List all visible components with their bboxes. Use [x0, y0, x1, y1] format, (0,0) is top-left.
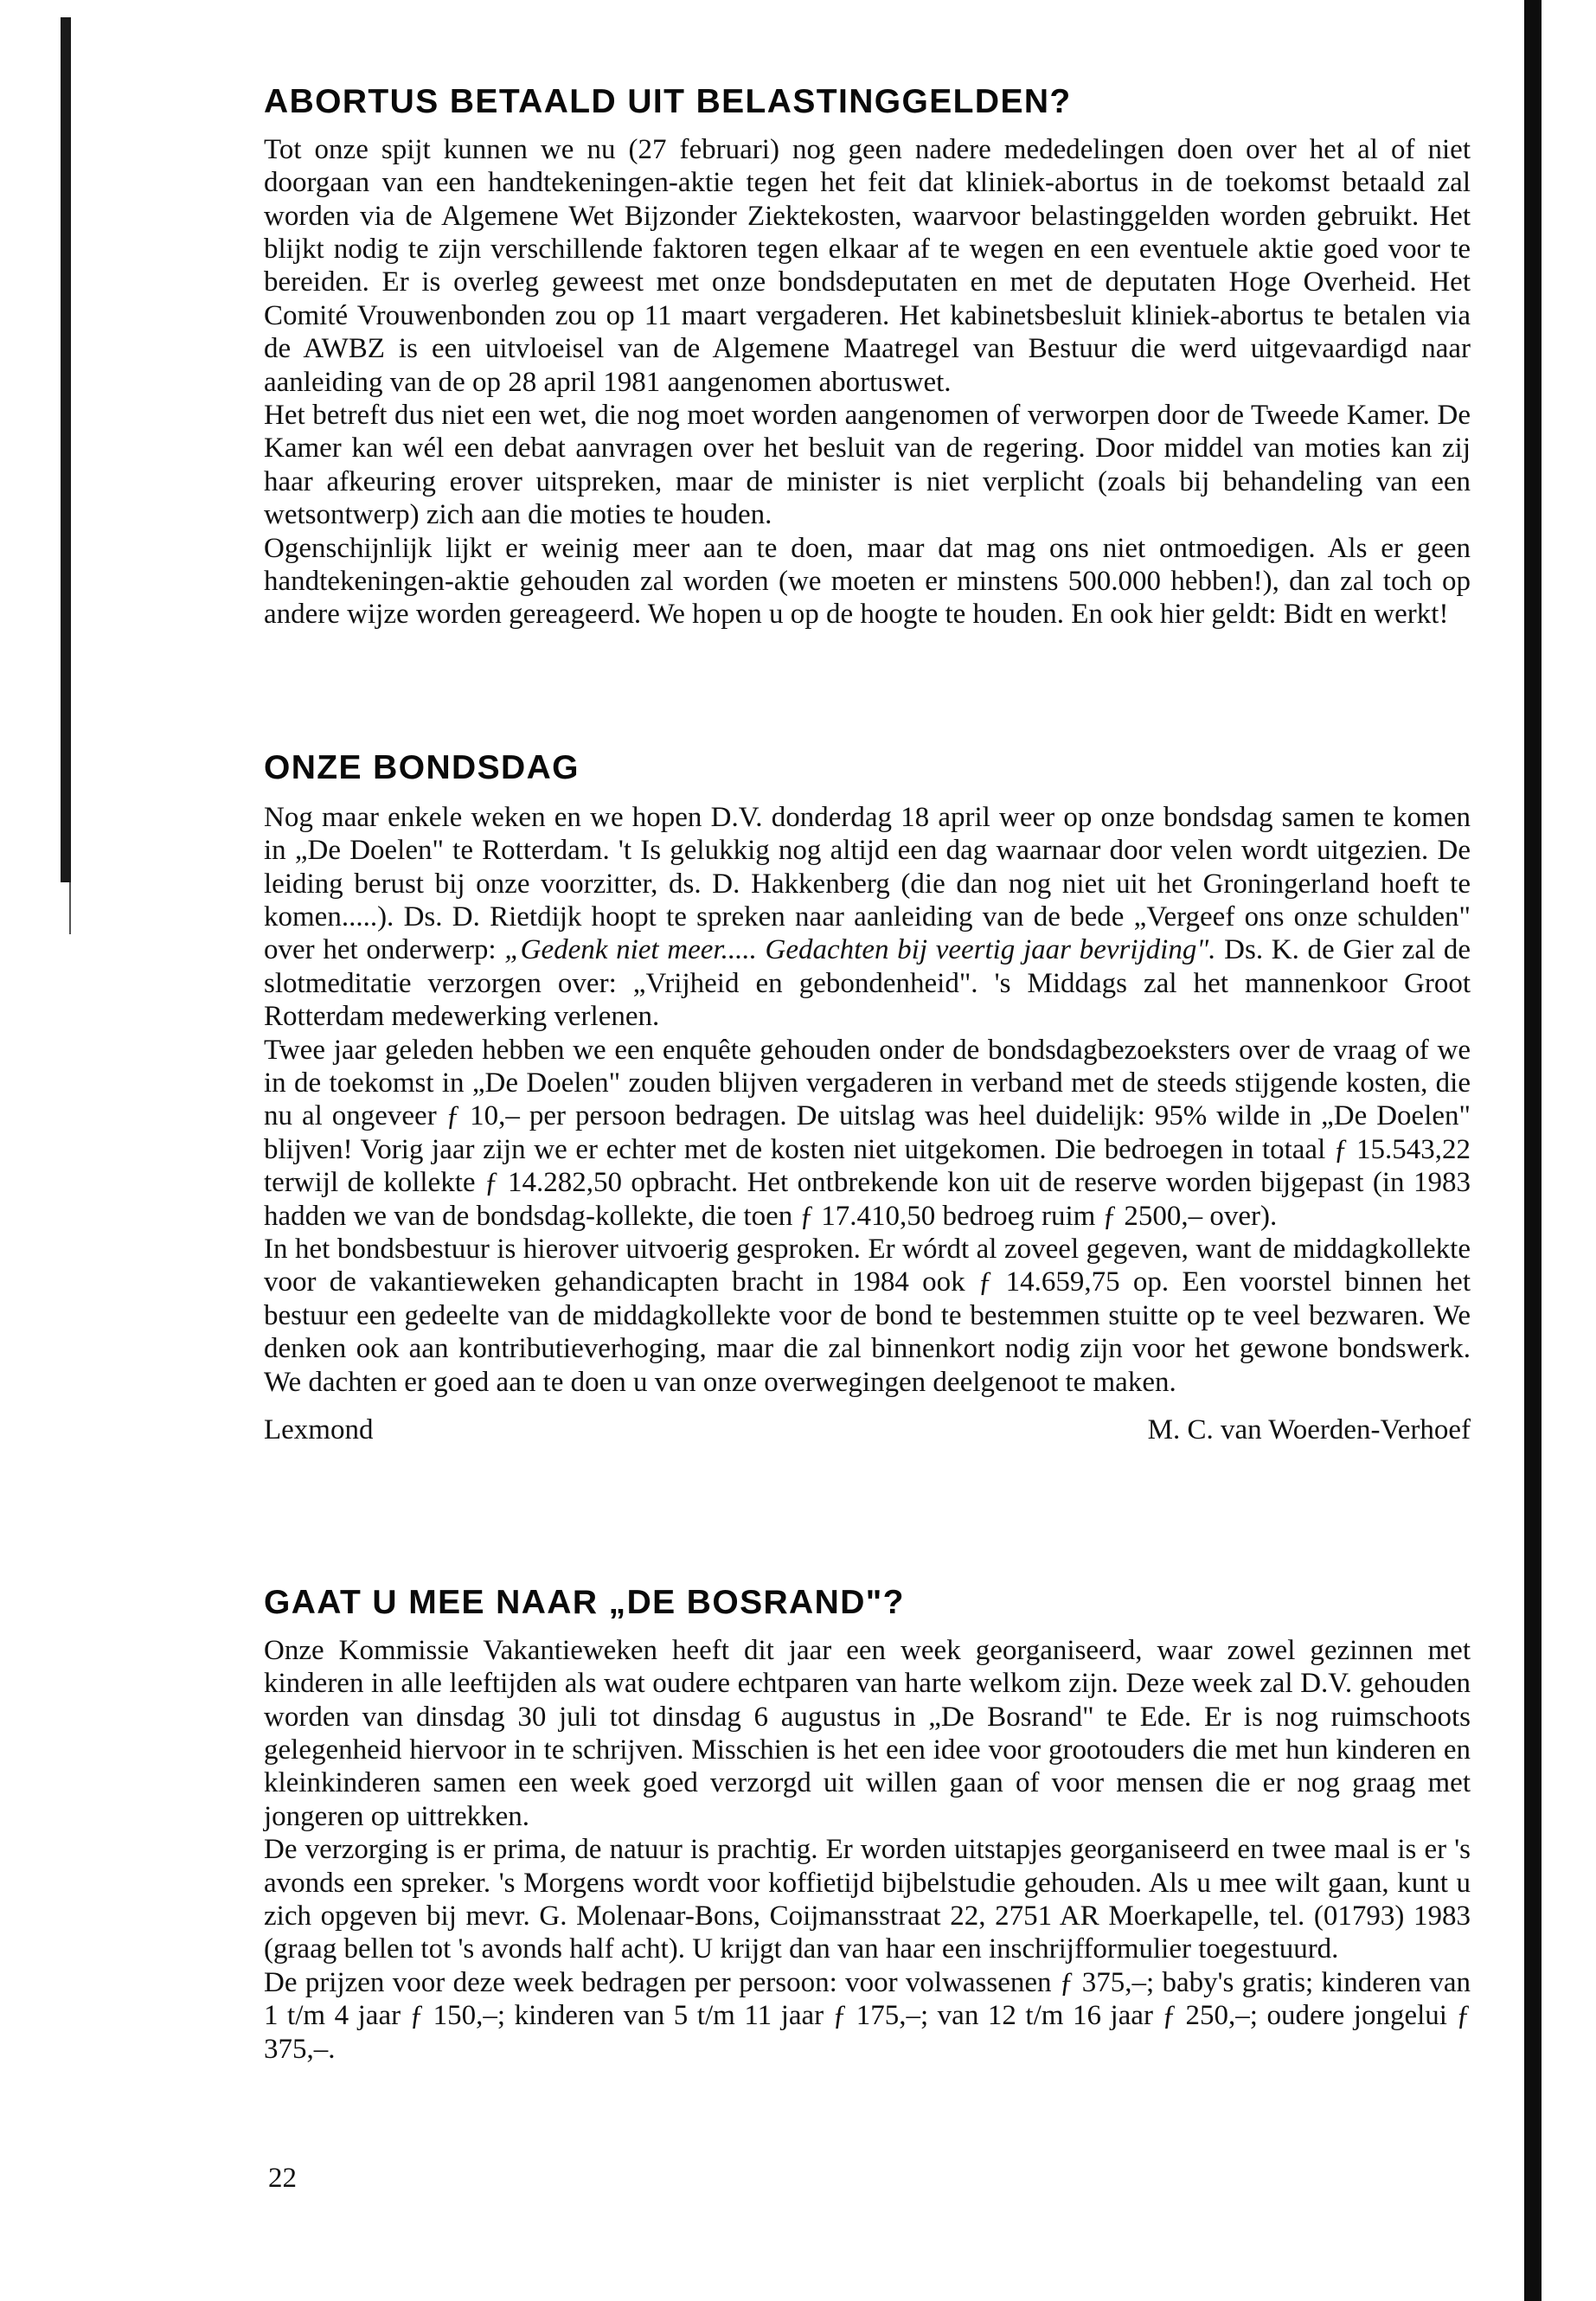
article-bondsdag-paragraph [264, 801, 1471, 1034]
article-bondsdag-paragraph: Twee jaar geleden hebben we een enquête gehouden onder de bondsdagbezoeksters over de vraag of we in de toekomst in „De Doelen" zouden blijven vergaderen in verband met de steeds stijgende kosten, die nu al ongeveer ƒ 10,– per persoon bedragen. De uitslag was heel duidelijk: 95% wilde in „De Doelen" blijven! Vorig jaar zijn we er echter met de kosten niet uitgekomen. Die bedroegen in totaal ƒ 15.543,22 terwijl de kollekte ƒ 14.282,50 opbracht. Het ontbrekende kon uit de reserve worden bijgepast (in 1983 hadden we van de bondsdag-kollekte, die toen ƒ 17.410,50 bedroeg ruim ƒ 2500,– over). [264, 1034, 1471, 1232]
bondsdag-lecture-title: „Gedenk niet meer..... Gedachten bij veertig jaar bevrijding". [504, 934, 1216, 966]
article-bosrand-paragraph: Onze Kommissie Vakantieweken heeft dit jaar een week georganiseerd, waar zowel gezinnen met kinderen in alle leeftijden als wat oudere echtparen van harte welkom zijn. Deze week zal D.V. gehouden worden van dinsdag 30 juli tot dinsdag 6 augustus in „De Bosrand" te Ede. Er is nog ruimschoots gelegenheid hiervoor in te schrijven. Misschien is het een idee voor grootouders die met hun kinderen en kleinkinderen samen een week goed verzorgd uit willen gaan of voor mensen die er nog graag met jongeren op uittrekken. [264, 1634, 1471, 1832]
article-bondsdag-paragraph: In het bondsbestuur is hierover uitvoerig gesproken. Er wórdt al zoveel gegeven, want de middagkollekte voor de vakantieweken gehandicapten bracht in 1984 ook ƒ 14.659,75 op. Een voorstel binnen het bestuur een gedeelte van de middagkollekte voor de bond te bestemmen stuitte op te veel bezwaren. We denken ook aan kontributieverhoging, maar die zal binnenkort nodig zijn voor het gewone bondswerk. We dachten er goed aan te doen u van onze overwegingen deelgenoot te maken. [264, 1234, 1471, 1398]
signature-place: Lexmond [264, 1414, 374, 1446]
page-number: 22 [268, 2163, 297, 2194]
article-abortus-paragraph: Tot onze spijt kunnen we nu (27 februari) nog geen nadere mededelingen doen over het al of niet doorgaan van een handtekeningen-aktie tegen het feit dat kliniek-abortus in de toekomst betaald zal worden via de Algemene Wet Bijzonder Ziektekosten, waarvoor belastinggelden worden gebruikt. Het blijkt nodig te zijn verschillende faktoren tegen elkaar af te wegen en een eventuele aktie goed voor te bereiden. Er is overleg geweest met onze bondsdeputaten en met de deputaten Hoge Overheid. Het Comité Vrouwenbonden zou op 11 maart vergaderen. Het kabinetsbesluit kliniek-abortus te betalen via de AWBZ is een uitvloeisel van de Algemene Maatregel van Bestuur die werd uitgevaardigd naar aanleiding van de op 28 april 1981 aangenomen abortuswet. [264, 133, 1471, 398]
scan-edge-left-thin [69, 882, 71, 934]
scan-edge-right [1524, 0, 1542, 2301]
signature [264, 1414, 1471, 1446]
article-bondsdag-title: ONZE BONDSDAG [264, 749, 580, 786]
bondsdag-text-part: Nog maar enkele weken en we hopen D.V. donderdag 18 april weer op onze bondsdag samen te komen in „De Doelen" te Rotterdam. 't Is gelukkig nog altijd een dag waarnaar door velen wordt uitgezien. De leiding berust bij onze voorzitter, ds. D. Hakkenberg (die dan nog niet uit het Groningerland hoeft te komen.....). Ds. D. Rietdijk hoopt te spreken naar aanleiding van de bede „Vergeef ons onze schulden" over het onderwerp: [264, 801, 1471, 966]
signature-name: M. C. van Woerden-Verhoef [1147, 1414, 1471, 1446]
article-abortus [264, 82, 1471, 631]
article-abortus-paragraph: Het betreft dus niet een wet, die nog moet worden aangenomen of verworpen door de Tweede Kamer. De Kamer kan wél een debat aanvragen over het besluit van de regering. Door middel van moties kan zij haar afkeuring erover uitspreken, maar de minister is niet verplicht (zoals bij behandeling van een wetsontwerp) zich aan die moties te houden. [264, 400, 1471, 531]
bondsdag-text-part: Ds. K. de Gier zal de slotmeditatie verzorgen over: „Vrijheid en gebondenheid". 's Middags zal het mannenkoor Groot Rotterdam medewerking verlenen. [264, 934, 1471, 1033]
article-abortus-title: ABORTUS BETAALD UIT BELASTINGGELDEN? [264, 83, 1072, 120]
article-bosrand-title: GAAT U MEE NAAR „DE BOSRAND"? [264, 1584, 905, 1621]
article-bosrand-paragraph: De verzorging is er prima, de natuur is prachtig. Er worden uitstapjes georganiseerd en twee maal is er 's avonds een spreker. 's Morgens wordt voor koffietijd bijbelstudie gehouden. Als u mee wilt gaan, kunt u zich opgeven bij mevr. G. Molenaar-Bons, Coijmansstraat 22, 2751 AR Moerkapelle, tel. (01793) 1983 (graag bellen tot 's avonds half acht). U krijgt dan van haar een inschrijfformulier toegestuurd. [264, 1834, 1471, 1965]
scan-edge-left [61, 17, 71, 882]
article-bondsdag [264, 748, 1471, 1446]
article-bosrand [264, 1583, 1471, 2066]
article-bosrand-paragraph: De prijzen voor deze week bedragen per persoon: voor volwassenen ƒ 375,–; baby's gratis; kinderen van 1 t/m 4 jaar ƒ 150,–; kinderen van 5 t/m 11 jaar ƒ 175,–; van 12 t/m 16 jaar ƒ 250,–; oudere jongelui ƒ 375,–. [264, 1966, 1471, 2065]
article-abortus-paragraph: Ogenschijnlijk lijkt er weinig meer aan te doen, maar dat mag ons niet ontmoedigen. Als er geen handtekeningen-aktie gehouden zal worden (we moeten er minstens 500.000 hebben!), dan zal toch op andere wijze worden gereageerd. We hopen u op de hoogte te houden. En ook hier geldt: Bidt en werkt! [264, 532, 1471, 631]
